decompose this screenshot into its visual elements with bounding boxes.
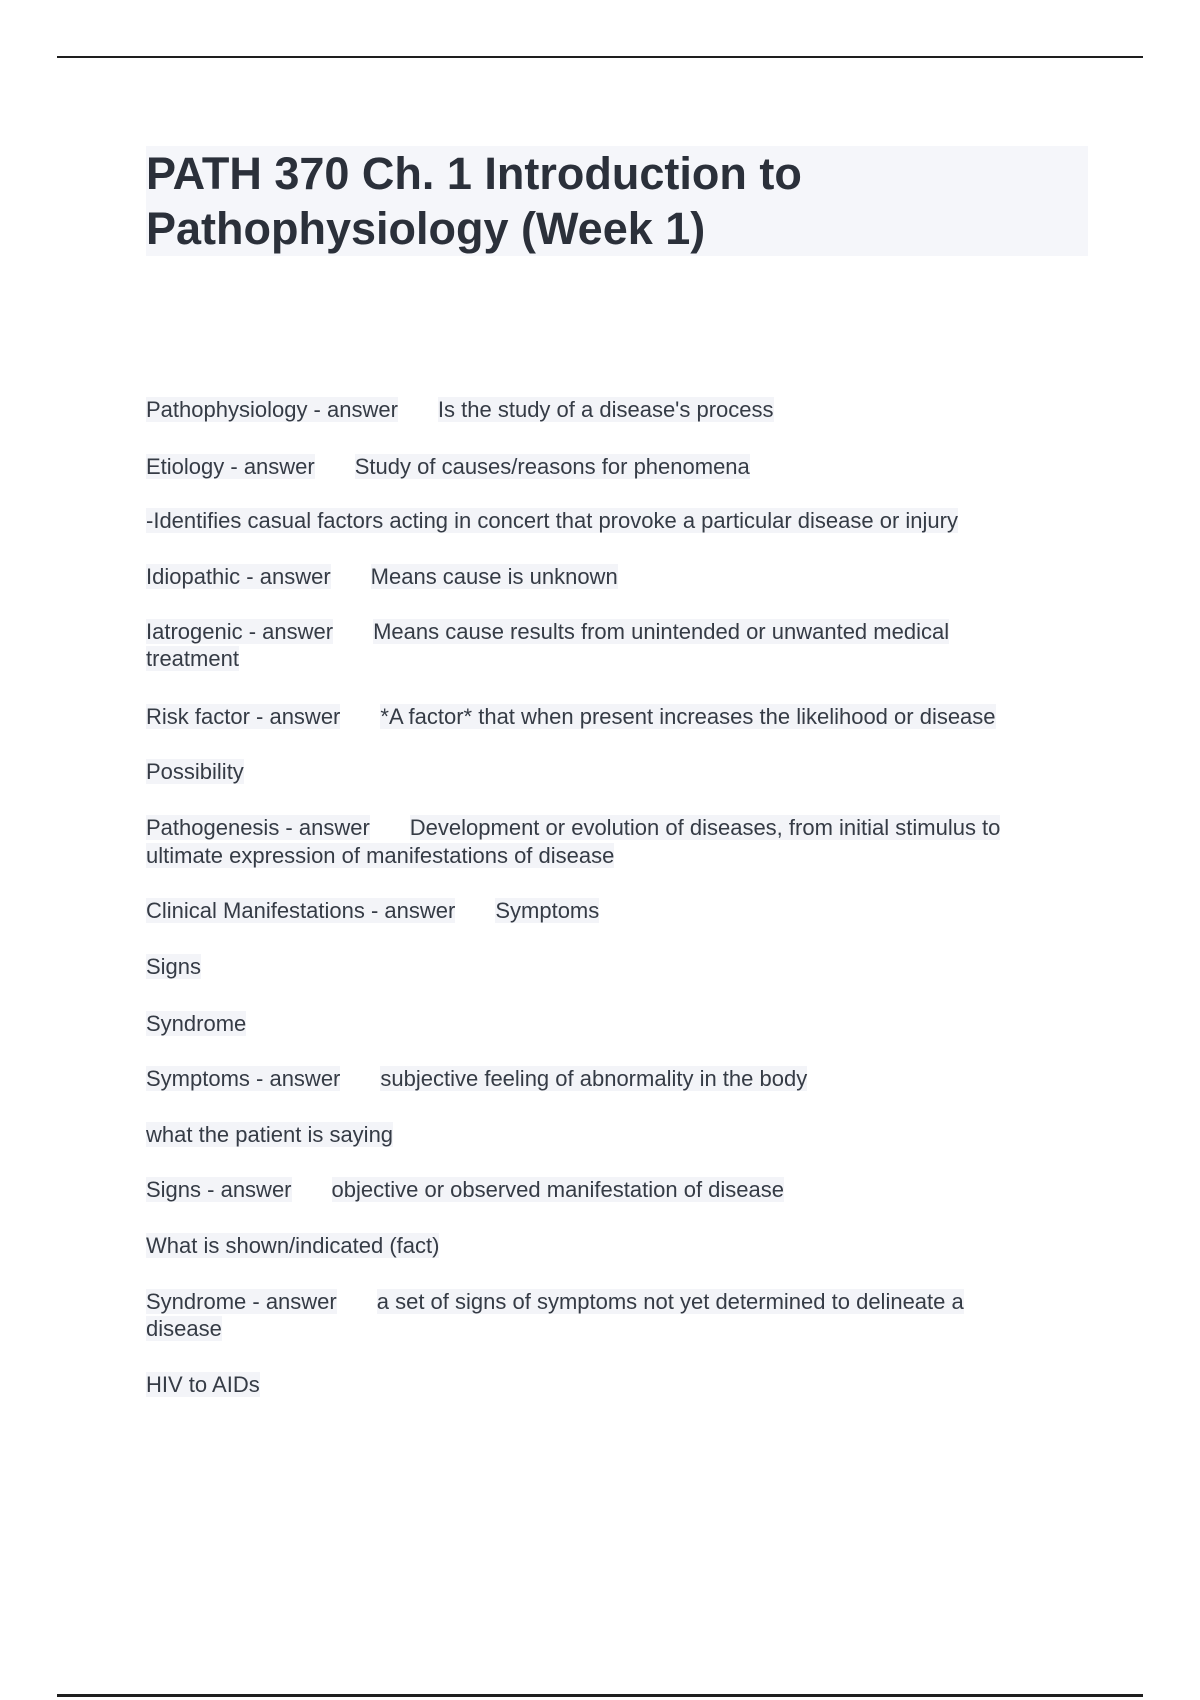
entry-text: What is shown/indicated (fact) bbox=[146, 1233, 440, 1258]
entry-term: Symptoms - answer bbox=[146, 1066, 341, 1091]
entry-etiology bbox=[146, 453, 750, 481]
entry-term: Iatrogenic - answer bbox=[146, 619, 334, 644]
entry-term: Syndrome - answer bbox=[146, 1289, 337, 1314]
entry-term: Signs - answer bbox=[146, 1177, 292, 1202]
entry-term: Clinical Manifestations - answer bbox=[146, 898, 456, 923]
entry-term: Idiopathic - answer bbox=[146, 564, 331, 589]
entry-iatrogenic-continuation bbox=[146, 645, 239, 673]
entry-definition: *A factor* that when present increases the likelihood or disease bbox=[380, 704, 996, 729]
entry-definition: Is the study of a disease's process bbox=[437, 397, 774, 422]
entry-signs-definition bbox=[146, 1176, 784, 1204]
entry-term: Etiology - answer bbox=[146, 454, 315, 479]
entry-pathogenesis bbox=[146, 814, 1000, 842]
document-title: PATH 370 Ch. 1 Introduction to Pathophysiology (Week 1) bbox=[146, 148, 802, 254]
entry-pathophysiology bbox=[146, 396, 774, 424]
entry-signs bbox=[146, 953, 201, 981]
entry-definition: subjective feeling of abnormality in the body bbox=[380, 1066, 808, 1091]
entry-risk-factor bbox=[146, 703, 996, 731]
entry-definition: Symptoms bbox=[495, 898, 600, 923]
entry-syndrome-definition bbox=[146, 1288, 964, 1316]
entry-definition: Development or evolution of diseases, from initial stimulus to bbox=[409, 815, 1001, 840]
bottom-rule bbox=[57, 1694, 1143, 1697]
entry-text: what the patient is saying bbox=[146, 1122, 394, 1147]
entry-definition: Means cause results from unintended or unwanted medical bbox=[373, 619, 950, 644]
entry-term: Risk factor - answer bbox=[146, 704, 341, 729]
top-rule bbox=[57, 56, 1143, 58]
entry-hiv bbox=[146, 1371, 260, 1399]
entry-term: Pathophysiology - answer bbox=[146, 397, 398, 422]
entry-text: Possibility bbox=[146, 759, 244, 784]
entry-clinical-manifestations bbox=[146, 897, 599, 925]
entry-definition: objective or observed manifestation of disease bbox=[331, 1177, 784, 1202]
entry-pathogenesis-continuation bbox=[146, 842, 614, 870]
entry-possibility bbox=[146, 758, 244, 786]
entry-text: Syndrome bbox=[146, 1011, 247, 1036]
entry-text: HIV to AIDs bbox=[146, 1372, 260, 1397]
entry-syndrome-continuation bbox=[146, 1315, 222, 1343]
entry-term: Pathogenesis - answer bbox=[146, 815, 370, 840]
entry-continuation: treatment bbox=[146, 646, 239, 671]
entry-definition: a set of signs of symptoms not yet determined to delineate a bbox=[376, 1289, 964, 1314]
entry-text: Signs bbox=[146, 954, 202, 979]
entry-symptoms bbox=[146, 1065, 807, 1093]
entry-symptoms-note bbox=[146, 1121, 393, 1149]
entry-continuation: disease bbox=[146, 1316, 222, 1341]
entry-continuation: ultimate expression of manifestations of disease bbox=[146, 843, 615, 868]
entry-signs-note bbox=[146, 1232, 439, 1260]
entry-definition: Means cause is unknown bbox=[370, 564, 618, 589]
entry-etiology-note bbox=[146, 507, 958, 535]
entry-syndrome bbox=[146, 1010, 246, 1038]
entry-iatrogenic bbox=[146, 618, 949, 646]
entry-idiopathic bbox=[146, 563, 618, 591]
entry-definition: Study of causes/reasons for phenomena bbox=[354, 454, 750, 479]
entry-text: -Identifies casual factors acting in concert that provoke a particular disease or injury bbox=[146, 508, 958, 533]
